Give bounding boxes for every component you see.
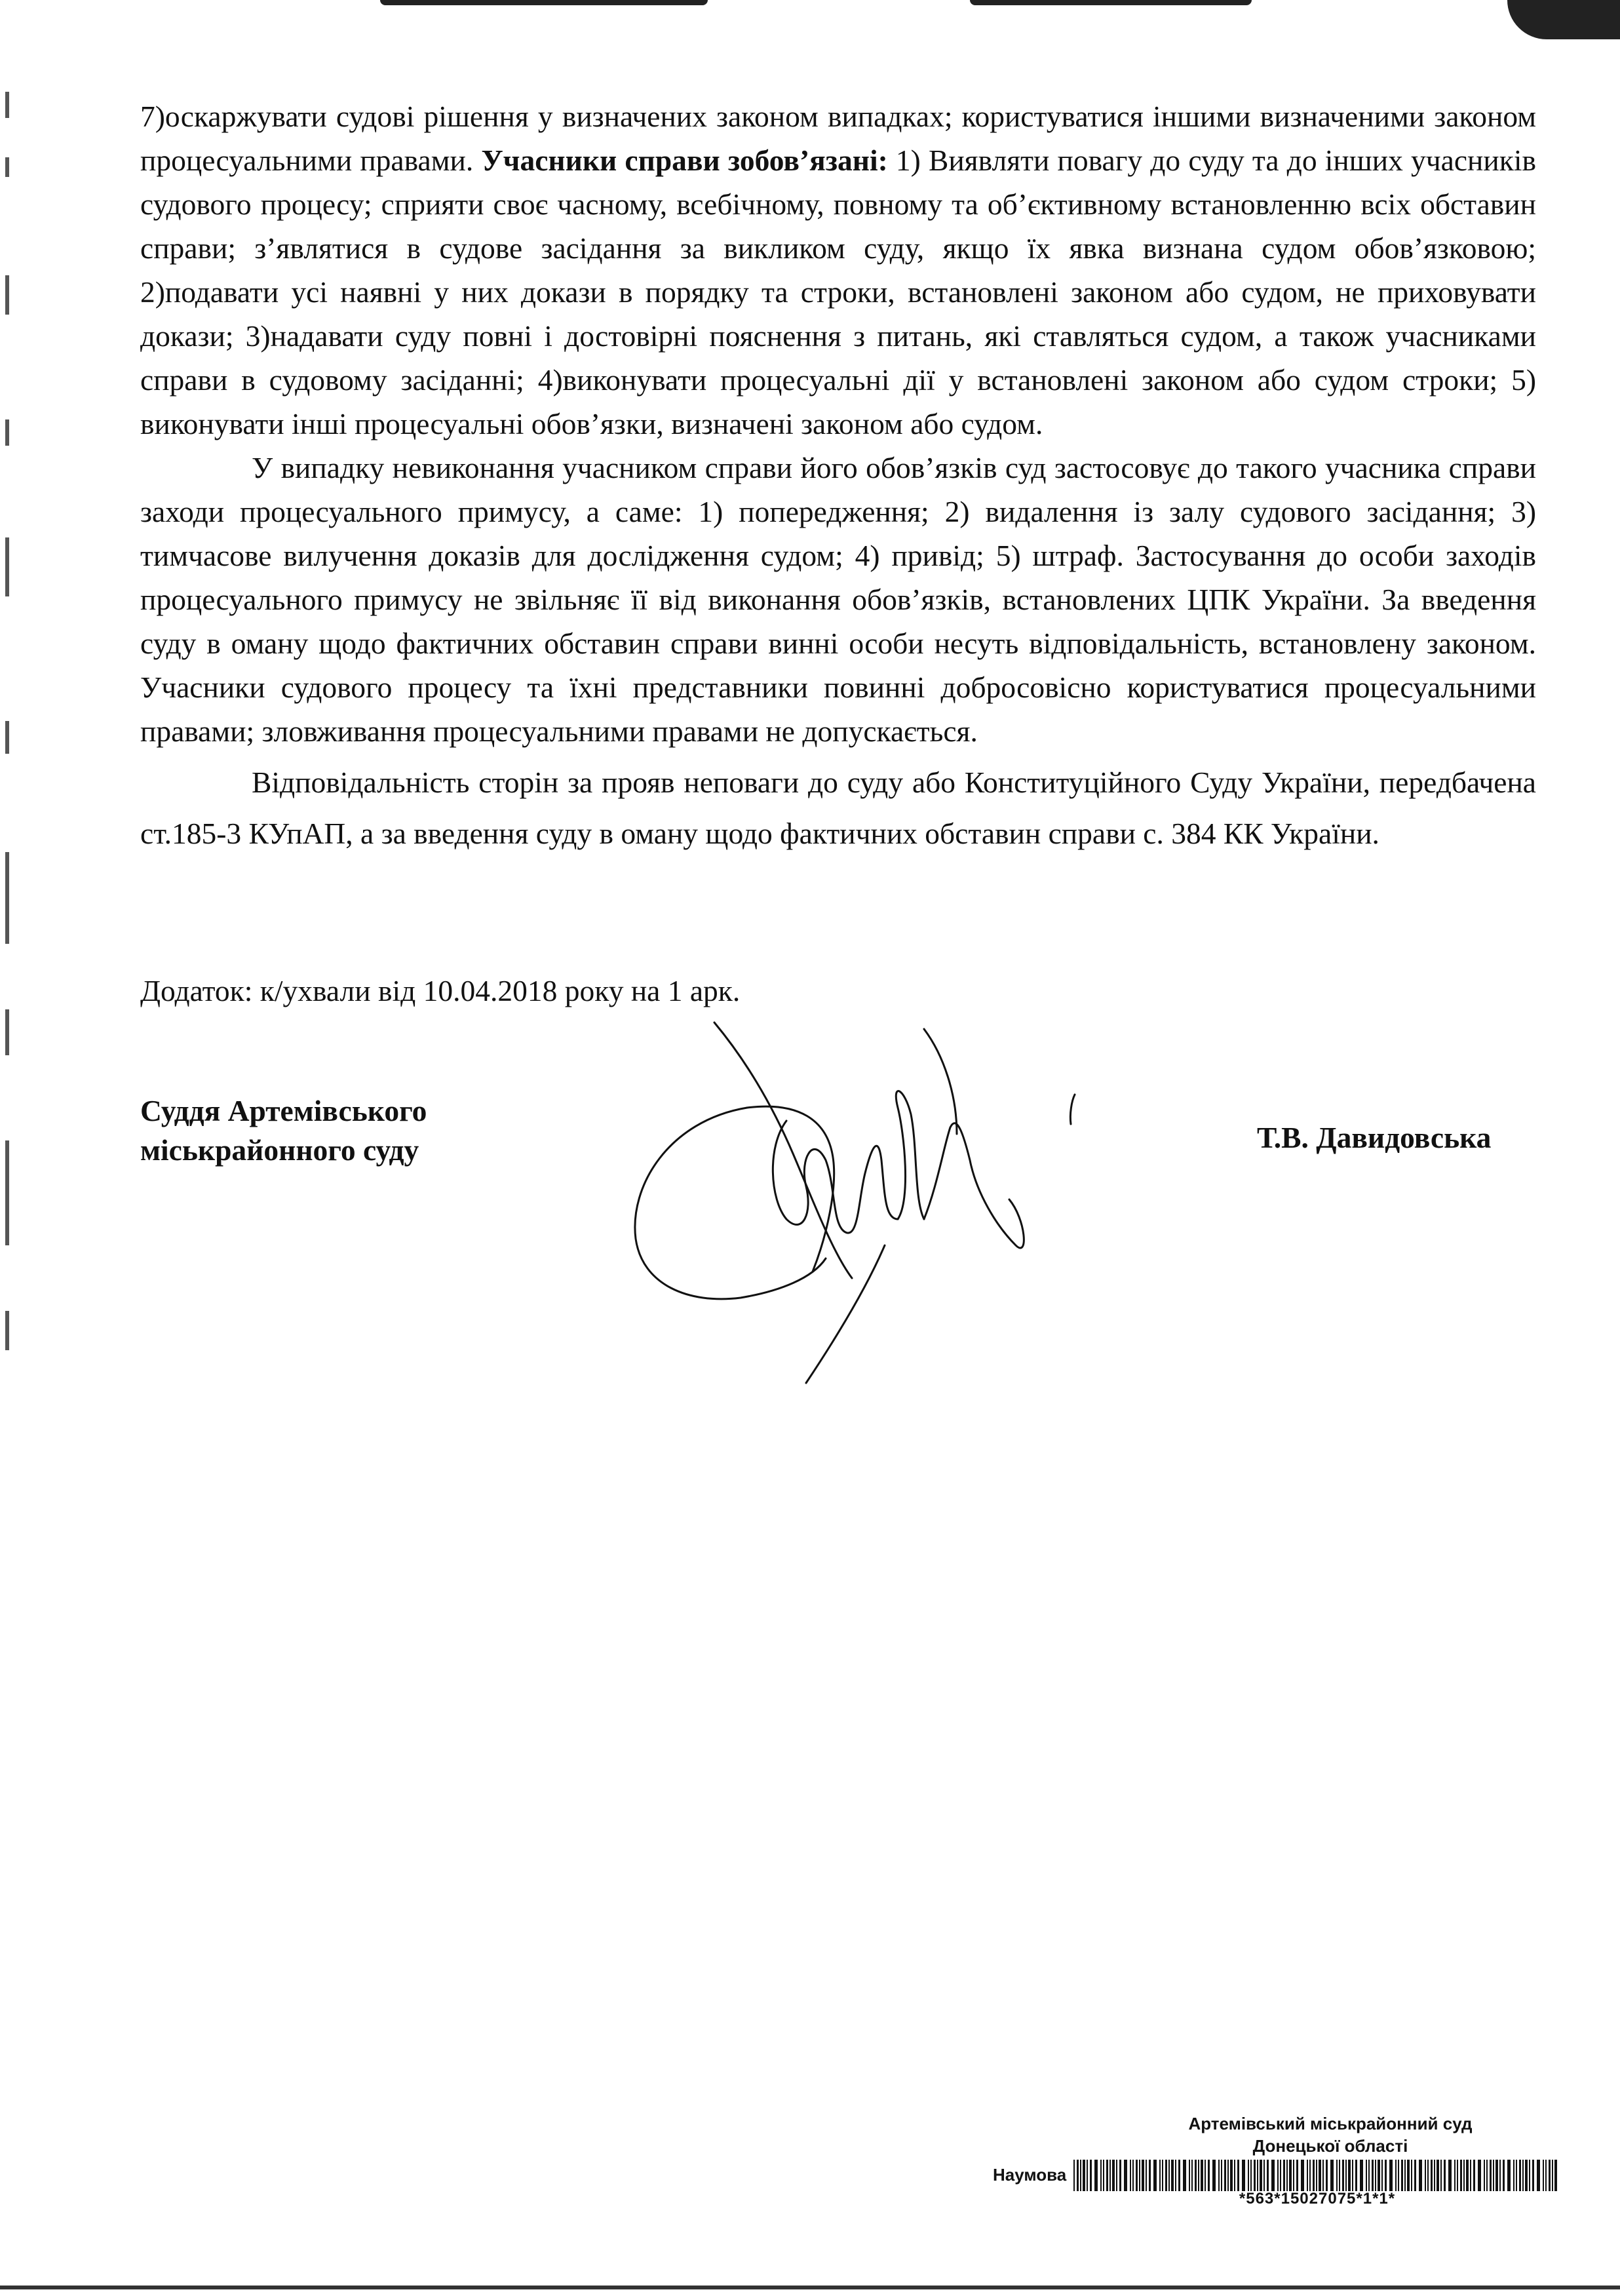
paragraph-liability: Відповідальність сторін за прояв неповаги до суду або Конституційного Суду України, передбачена ст.185-3 КУпАП, а за введення суду в оману щодо фактичних обставин справи с. 384 КК України. <box>140 766 1536 850</box>
clerk-name: Наумова <box>993 2165 1067 2185</box>
scan-edge-left <box>0 79 20 1357</box>
paragraph-rights-and-obligations <box>140 94 1536 446</box>
obligations-heading: Учасники справи зобов’язані: <box>481 144 888 177</box>
attachment-note: Додаток: к/ухвали від 10.04.2018 року на 1 арк. <box>140 974 741 1007</box>
signer-title-line: Суддя Артемівського <box>140 1094 427 1127</box>
scan-edge-top <box>0 0 1620 9</box>
signer-title-line: міськрайонного суду <box>140 1133 419 1167</box>
scan-edge-bottom <box>0 2286 1620 2289</box>
handwritten-signature <box>616 1003 1088 1396</box>
barcode-number: *563*15027075*1*1* <box>1239 2190 1396 2208</box>
paragraph-text: 1) Виявляти повагу до суду та до інших учасників судового процесу; сприяти своє часному, всебічному, повному та об’єктивному встановленню всіх обставин справи; з’являтися в судове засідання за викликом суду, якщо їх явка визнана судом обов’язковою; 2)подавати усі наявні у них докази в порядку та строки, встановлені законом або судом, не приховувати докази; 3)надавати суду повні і достовірні пояснення з питань, які ставляться судом, а також учасниками справи в судовому засіданні; 4)виконувати процесуальні дії у встановлені законом або судом строки; 5) виконувати інші процесуальні обов’язки, визначені законом або судом. <box>140 144 1536 440</box>
court-registration-stamp <box>983 2112 1573 2217</box>
document-body <box>140 94 1536 859</box>
paragraph-procedural-coercion: У випадку невиконання учасником справи його обов’язків суд застосовує до такого учасника справи заходи процесуального примусу, а саме: 1) попередження; 2) видалення із залу судового засідання; 3) тимчасове вилучення доказів для дослідження судом; 4) привід; 5) штраф. Застосування до особи заходів процесуального примусу не звільняє її від виконання обов’язків, встановлених ЦПК України. За введення суду в оману щодо фактичних обставин справи винні особи несуть відповідальність, встановлену законом. Учасники судового процесу та їхні представники повинні добросовісно користуватися процесуальними правами; зловживання процесуальними правами не допускається. <box>140 451 1536 748</box>
barcode <box>1073 2160 1558 2191</box>
court-name-line: Артемівський міськрайонний суд <box>1188 2114 1473 2133</box>
signer-name: Т.В. Давидовська <box>1257 1121 1492 1154</box>
signer-title <box>140 1091 427 1170</box>
court-name <box>1176 2112 1484 2157</box>
court-name-line: Донецької області <box>1252 2136 1408 2156</box>
paragraph-text: 7)оскаржувати судові рішення у визначених законом випадках; користуватися іншими визначеними законом процесуальними правами. <box>140 100 1536 177</box>
